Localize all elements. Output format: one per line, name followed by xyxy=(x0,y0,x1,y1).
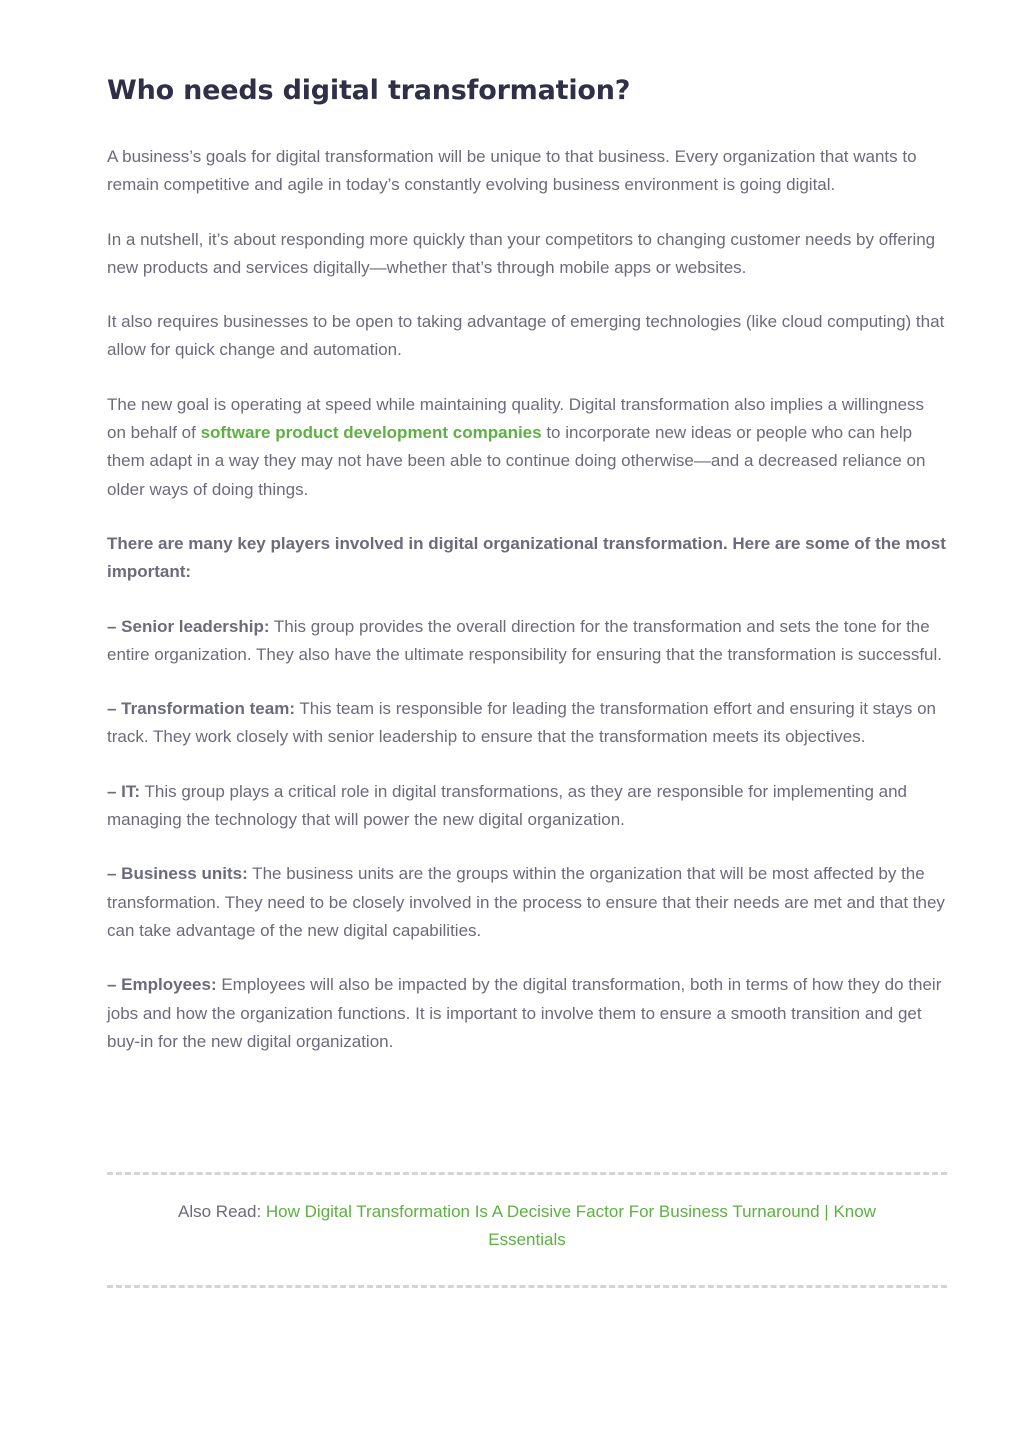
also-read-link[interactable]: How Digital Transformation Is A Decisive Factor For Business Turnaround | Know Essentials xyxy=(265,1202,876,1250)
player-description: Employees will also be impacted by the digital transformation, both in terms of how they do their jobs and how the organization functions. It is important to involve them to ensure a smooth transition and get buy-in for the new digital organization. xyxy=(107,975,942,1051)
also-read-box xyxy=(107,1172,947,1288)
article xyxy=(107,70,947,1082)
player-lead-label: – Transformation team: xyxy=(107,699,295,719)
player-lead-label: – Employees: xyxy=(107,975,217,995)
player-lead-label: – Business units: xyxy=(107,864,248,884)
article-title: Who needs digital transformation? xyxy=(107,75,631,106)
player-description: This group provides the overall direction for the transformation and sets the tone for the entire organization. They also have the ultimate responsibility for ensuring that the transformation is successful. xyxy=(107,616,943,664)
paragraph-new-goal-text-start: The new goal is operating at speed while maintaining quality. Digital transformation also implies a willingness on behalf of xyxy=(107,394,925,443)
player-business-units xyxy=(107,860,947,945)
player-lead-label: – Senior leadership: xyxy=(107,616,270,636)
player-employees xyxy=(107,971,947,1056)
software-companies-link[interactable]: software product development companies xyxy=(200,423,542,443)
paragraph-new-goal xyxy=(107,391,947,504)
player-description: This group plays a critical role in digital transformations, as they are responsible for implementing and managing the technology that will power the new digital organization. xyxy=(107,781,908,830)
player-transformation-team xyxy=(107,695,947,752)
player-description: This team is responsible for leading the transformation effort and ensuring it stays on track. They work closely with senior leadership to ensure that the transformation meets its objectives. xyxy=(107,699,936,747)
player-lead-label: – IT: xyxy=(107,781,141,801)
paragraph-goals: A business’s goals for digital transformation will be unique to that business. Every organization that wants to remain competitive and agile in today’s constantly evolving business environment is going digital. xyxy=(107,147,917,195)
player-it xyxy=(107,778,947,835)
also-read-label: Also Read: xyxy=(178,1202,266,1221)
player-senior-leadership xyxy=(107,613,947,670)
player-description: The business units are the groups within the organization that will be most affected by the transformation. They need to be closely involved in the process to ensure that their needs are met and that they can take advantage of the new digital capabilities. xyxy=(107,864,945,940)
paragraph-emerging-tech: It also requires businesses to be open to taking advantage of emerging technologies (like cloud computing) that allow for quick change and automation. xyxy=(107,312,945,360)
paragraph-nutshell: In a nutshell, it’s about responding more quickly than your competitors to changing customer needs by offering new products and services digitally—whether that’s through mobile apps or websites. xyxy=(107,229,936,277)
paragraph-new-goal-text-end: to incorporate new ideas or people who can help them adapt in a way they may not have been able to continue doing otherwise—and a decreased reliance on older ways of doing things. xyxy=(107,423,926,499)
key-players-intro: There are many key players involved in digital organizational transformation. Here are some of the most important: xyxy=(107,533,946,582)
